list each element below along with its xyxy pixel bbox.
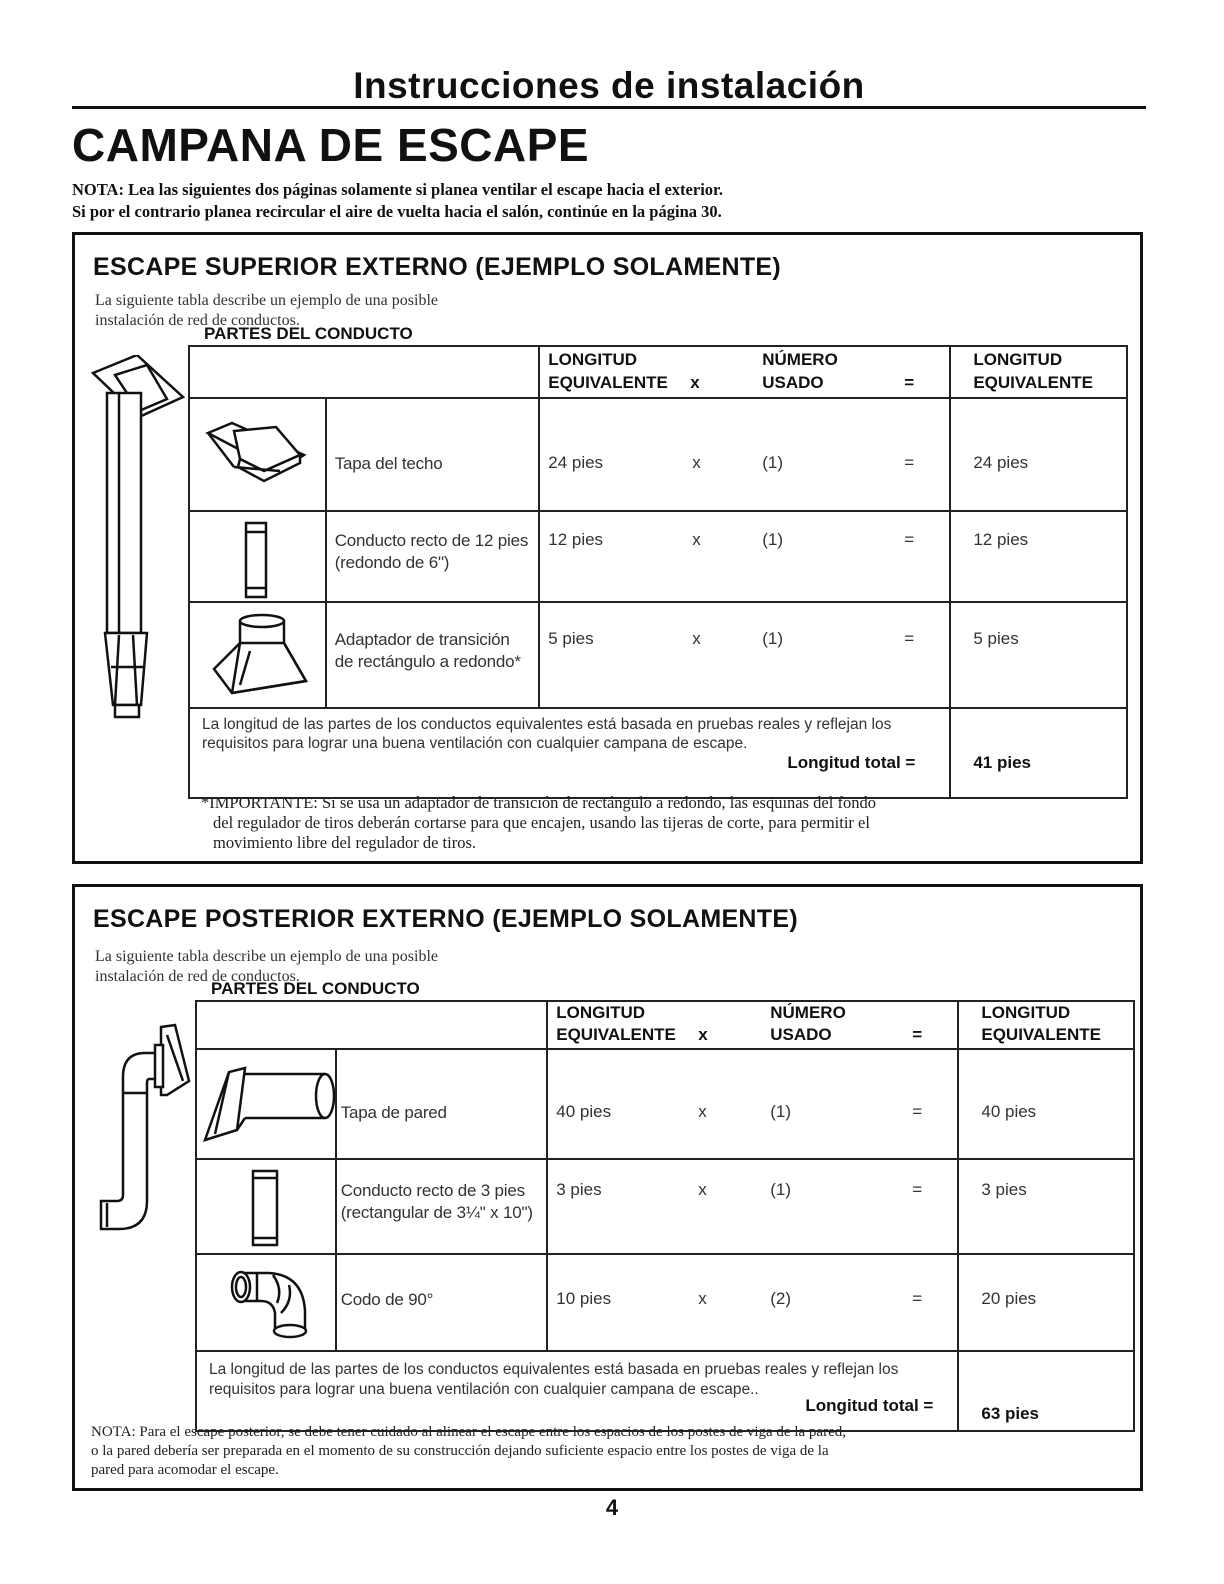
rear-duct-table [195,979,1135,1432]
count-value: (1) [770,1180,792,1199]
transition-adapter-icon [210,611,310,699]
total-value: 12 pies [973,530,1029,549]
rear-intro-line1: La siguiente tabla describe un ejemplo de una posible [95,948,438,965]
equals-sign: = [912,1180,923,1199]
total-length-value: 63 pies [981,1404,1040,1423]
table-row [189,398,1127,511]
intro-note-line1: NOTA: Lea las siguientes dos páginas solamente si planea ventilar el escape hacia el exterior. [72,180,723,199]
equals-sign: = [904,530,915,549]
length-value: 24 pies [548,453,604,472]
wall-cap-icon [201,1064,335,1144]
table-row [196,1254,1134,1351]
count-value: (2) [770,1289,792,1308]
rear-section-title: ESCAPE POSTERIOR EXTERNO (EJEMPLO SOLAMENTE) [93,905,798,933]
rear-note-line1: NOTA: Para el escape posterior, se debe tener cuidado al alinear el escape entre los espacios de los postes de viga de la pared, [91,1424,846,1440]
upper-intro-line1: La siguiente tabla describe un ejemplo de una posible [95,292,438,309]
total-value: 5 pies [973,629,1019,648]
important-note-line2: del regulador de tiros deberán cortarse para que encajen, usando las tijeras de corte, para permitir el [213,813,870,832]
part-label-detail: (redondo de 6") [334,553,450,572]
length-value: 40 pies [556,1102,612,1121]
total-value: 24 pies [973,453,1029,472]
roof-exhaust-assembly-icon [85,355,195,725]
times-sign: x [692,453,701,472]
header-title: Instrucciones de instalación [353,65,865,106]
col-number-header-2: USADO [762,373,824,392]
straight-duct-icon [249,1168,283,1248]
part-label: Adaptador de transición [334,630,510,649]
length-value: 10 pies [556,1289,612,1308]
upper-exhaust-section [72,232,1143,864]
col-length-header-1: LONGITUD [548,350,638,369]
count-value: (1) [762,629,784,648]
col-x-header: x [690,373,700,392]
wall-exhaust-assembly-icon [89,1023,199,1243]
important-note-line3: movimiento libre del regulador de tiros. [213,833,477,852]
upper-intro-line2: instalación de red de conductos. [95,312,300,329]
col-parts-header: PARTES DEL CONDUCTO [211,979,420,998]
page-number: 4 [605,1495,619,1520]
col-number-header-2: USADO [770,1025,832,1044]
part-label-detail: (rectangular de 3¼" x 10") [340,1203,533,1222]
col-total-header-2: EQUIVALENTE [981,1025,1101,1044]
times-sign: x [698,1102,707,1121]
count-value: (1) [762,453,784,472]
total-value: 40 pies [981,1102,1037,1121]
col-eq-header: = [912,1025,923,1044]
times-sign: x [692,629,701,648]
table-footnote-line1: La longitud de las partes de los conductos equivalentes está basada en pruebas reales y reflejan los [209,1361,899,1378]
equals-sign: = [912,1289,923,1308]
col-eq-header: = [904,373,915,392]
upper-section-title: ESCAPE SUPERIOR EXTERNO (EJEMPLO SOLAMENTE) [93,253,781,281]
col-number-header-1: NÚMERO [762,350,838,369]
intro-note-line2: Si por el contrario planea recircular el aire de vuelta hacia el salón, continúe en la página 30. [72,202,722,221]
length-value: 5 pies [548,629,594,648]
col-length-header-2: EQUIVALENTE [556,1025,676,1044]
rear-exhaust-section [72,884,1143,1491]
roof-cap-icon [204,419,314,487]
col-total-header-1: LONGITUD [981,1003,1071,1022]
equals-sign: = [912,1102,923,1121]
elbow-icon [219,1265,315,1341]
equals-sign: = [904,453,915,472]
times-sign: x [698,1180,707,1199]
col-total-header-2: EQUIVALENTE [973,373,1093,392]
part-label: Conducto recto de 12 pies [334,531,529,550]
table-row [189,511,1127,602]
rear-note-line2: o la pared debería ser preparada en el momento de su construcción dejando suficiente espacio entre los postes de viga de la [91,1443,829,1459]
total-value: 20 pies [981,1289,1037,1308]
times-sign: x [692,530,701,549]
total-length-value: 41 pies [973,753,1031,772]
col-number-header-1: NÚMERO [770,1003,846,1022]
length-value: 3 pies [556,1180,602,1199]
table-footnote-line2: requisitos para lograr una buena ventilación con cualquier campana de escape. [202,735,748,752]
count-value: (1) [770,1102,792,1121]
col-total-header-1: LONGITUD [973,350,1063,369]
part-label-detail: de rectángulo a redondo* [334,652,521,671]
total-value: 3 pies [981,1180,1027,1199]
part-label: Conducto recto de 3 pies [340,1181,525,1200]
upper-duct-table [188,324,1128,799]
page-title: CAMPANA DE ESCAPE [72,119,590,171]
total-length-label: Longitud total = [787,753,916,772]
col-length-header-1: LONGITUD [556,1003,646,1022]
straight-duct-icon [242,520,272,600]
length-value: 12 pies [548,530,604,549]
table-footnote-line1: La longitud de las partes de los conductos equivalentes está basada en pruebas reales y reflejan los [202,716,892,733]
important-note-line1: *IMPORTANTE: Si se usa un adaptador de transición de rectángulo a redondo, las esquinas del fondo [201,793,876,812]
page-header [72,66,1146,109]
table-row [196,1159,1134,1254]
total-length-label: Longitud total = [805,1396,934,1415]
part-label: Tapa de pared [340,1103,447,1122]
table-footnote-line2: requisitos para lograr una buena ventilación con cualquier campana de escape.. [209,1381,759,1398]
col-parts-header: PARTES DEL CONDUCTO [204,324,413,343]
table-row [189,602,1127,708]
col-x-header: x [698,1025,708,1044]
col-length-header-2: EQUIVALENTE [548,373,668,392]
count-value: (1) [762,530,784,549]
part-label: Codo de 90° [340,1290,434,1309]
rear-note-line3: pared para acomodar el escape. [91,1462,279,1478]
equals-sign: = [904,629,915,648]
part-label: Tapa del techo [334,454,443,473]
table-row [196,1049,1134,1159]
times-sign: x [698,1289,707,1308]
rear-intro-line2: instalación de red de conductos. [95,968,300,985]
